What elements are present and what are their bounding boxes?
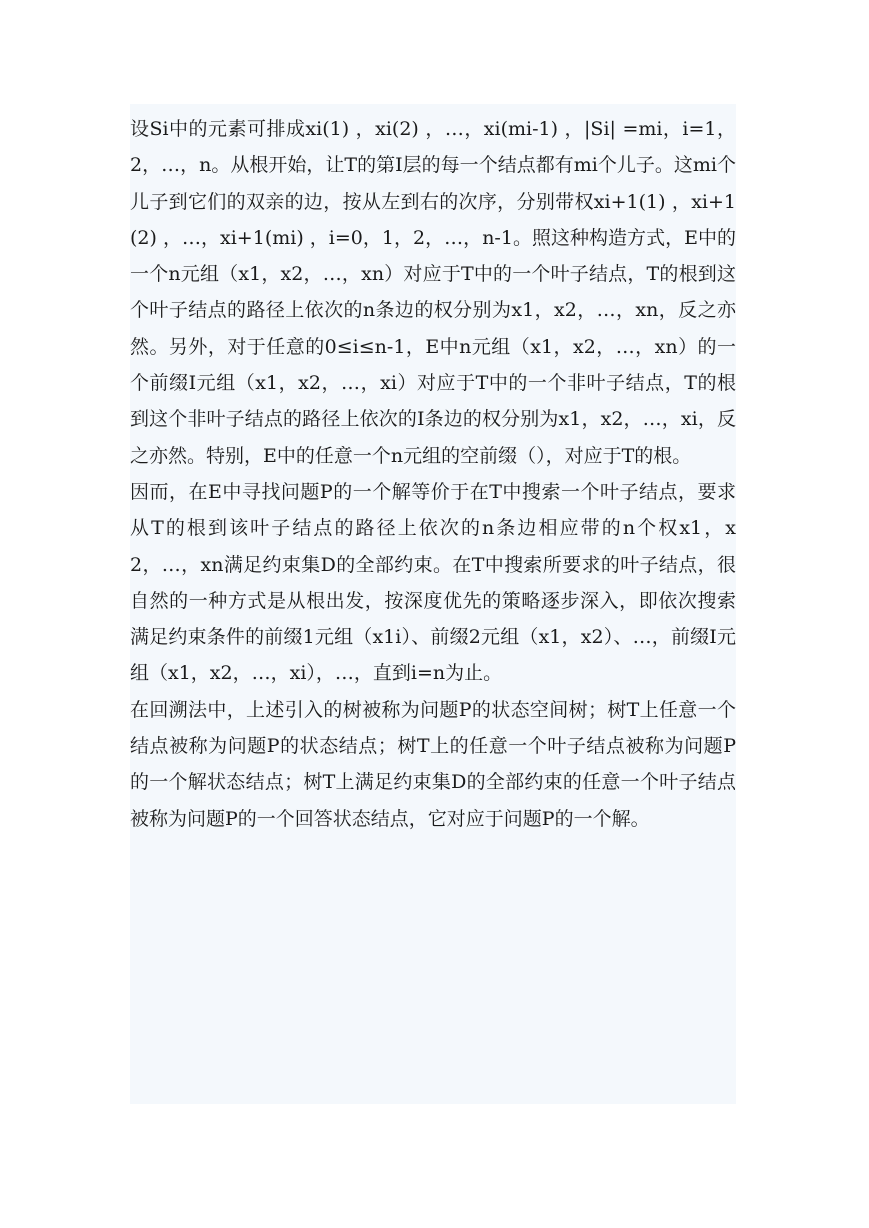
paragraph-3: 在回溯法中，上述引入的树被称为问题P的状态空间树；树T上任意一个结点被称为问题P的状态结点；树T上的任意一个叶子结点被称为问题P的一个解状态结点；树T上满足约束集D的全部约束的任意一个叶子结点被称为问题P的一个回答状态结点，它对应于问题P的一个解。	[130, 698, 736, 830]
paragraph-1: 设Si中的元素可排成xi(1) ，xi(2) ，…，xi(mi-1) ，|Si| =mi，i=1，2，…，n。从根开始，让T的第I层的每一个结点都有mi个儿子。这mi个儿子到它们的双亲的边，按从左到右的次序，分别带权xi+1(1) ，xi+1(2) ，…，xi+1(mi) ，i=0，1，2，…，n-1。照这种构造方式，E中的一个n元组（x1，x2，…，xn）对应于T中的一个叶子结点，T的根到这个叶子结点的路径上依次的n条边的权分别为x1，x2，…，xn，反之亦然。另外，对于任意的0≤i≤n-1，E中n元组（x1，x2，…，xn）的一个前缀I元组（x1，x2，…，xi）对应于T中的一个非叶子结点，T的根到这个非叶子结点的路径上依次的I条边的权分别为x1，x2，…，xi，反之亦然。特别，E中的任意一个n元组的空前缀（），对应于T的根。	[130, 118, 736, 467]
text-block	[130, 104, 736, 1104]
paragraph-2: 因而，在E中寻找问题P的一个解等价于在T中搜索一个叶子结点，要求从T的根到该叶子结点的路径上依次的n条边相应带的n个权x1，x2，…，xn满足约束集D的全部约束。在T中搜索所要求的叶子结点，很自然的一种方式是从根出发，按深度优先的策略逐步深入，即依次搜索满足约束条件的前缀1元组（x1i）、前缀2元组（x1，x2）、…，前缀I元组（x1，x2，…，xi），…，直到i=n为止。	[130, 480, 736, 685]
